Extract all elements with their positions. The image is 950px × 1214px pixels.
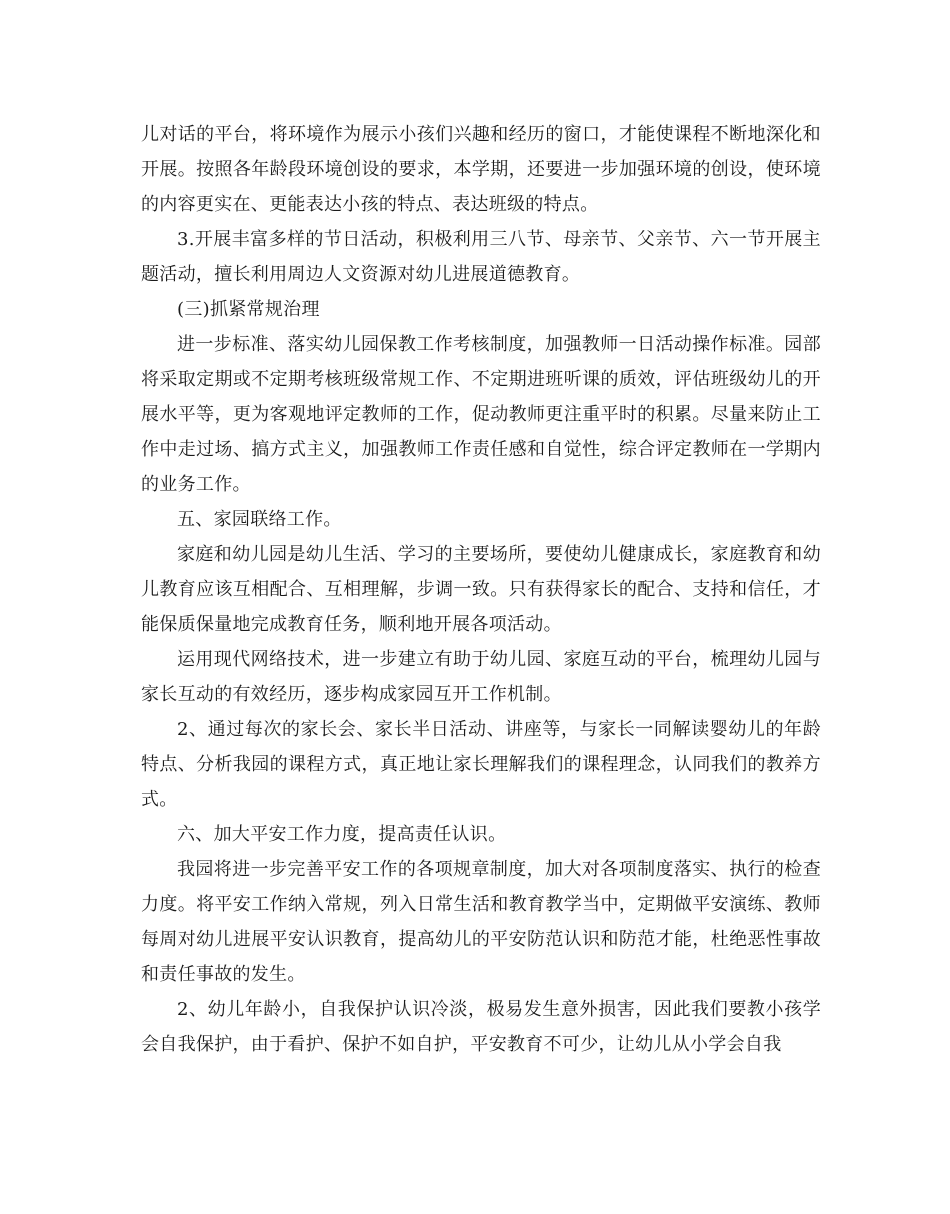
paragraph-festival-activities: 3.开展丰富多样的节日活动，积极利用三八节、母亲节、父亲节、六一节开展主题活动，擅长利用周边人文资源对幼儿进展道德教育。 — [141, 229, 821, 285]
paragraph-assessment-system: 进一步标准、落实幼儿园保教工作考核制度，加强教师一日活动操作标准。园部将采取定期或不定期考核班级常规工作、不定期进班听课的质效，评估班级幼儿的开展水平等，更为客观地评定教师的工作，促动教师更注重平时的积累。尽量来防止工作中走过场、搞方式主义，加强教师工作责任感和自觉性，综合评定教师在一学期内的业务工作。 — [141, 334, 821, 495]
paragraph-family-cooperation: 家庭和幼儿园是幼儿生活、学习的主要场所，要使幼儿健康成长，家庭教育和幼儿教育应该互相配合、互相理解，步调一致。只有获得家长的配合、支持和信任，才能保质保量地完成教育任务，顺利地开展各项活动。 — [141, 544, 821, 635]
section-heading-safety-work: 六、加大平安工作力度，提高责任认识。 — [177, 824, 507, 845]
document-body — [141, 117, 821, 1062]
paragraph-continuation: 儿对话的平台，将环境作为展示小孩们兴趣和经历的窗口，才能使课程不断地深化和开展。按照各年龄段环境创设的要求，本学期，还要进一步加强环境的创设，使环境的内容更实在、更能表达小孩的特点、表达班级的特点。 — [141, 124, 821, 215]
paragraph-self-protection: 2、幼儿年龄小，自我保护认识冷淡，极易发生意外损害，因此我们要教小孩学会自我保护，由于看护、保护不如自护，平安教育不可少，让幼儿从小学会自我 — [141, 999, 821, 1055]
paragraph-network-platform: 运用现代网络技术，进一步建立有助于幼儿园、家庭互动的平台，梳理幼儿园与家长互动的有效经历，逐步构成家园互开工作机制。 — [141, 649, 821, 705]
section-heading-routine-management: (三)抓紧常规治理 — [177, 299, 320, 320]
paragraph-safety-regulations: 我园将进一步完善平安工作的各项规章制度，加大对各项制度落实、执行的检查力度。将平安工作纳入常规，列入日常生活和教育教学当中，定期做平安演练、教师每周对幼儿进展平安认识教育，提高幼儿的平安防范认识和防范才能，杜绝恶性事故和责任事故的发生。 — [141, 859, 821, 985]
paragraph-parent-meetings: 2、通过每次的家长会、家长半日活动、讲座等，与家长一同解读婴幼儿的年龄特点、分析我园的课程方式，真正地让家长理解我们的课程理念，认同我们的教养方式。 — [141, 719, 821, 810]
section-heading-home-school-contact: 五、家园联络工作。 — [177, 509, 342, 530]
